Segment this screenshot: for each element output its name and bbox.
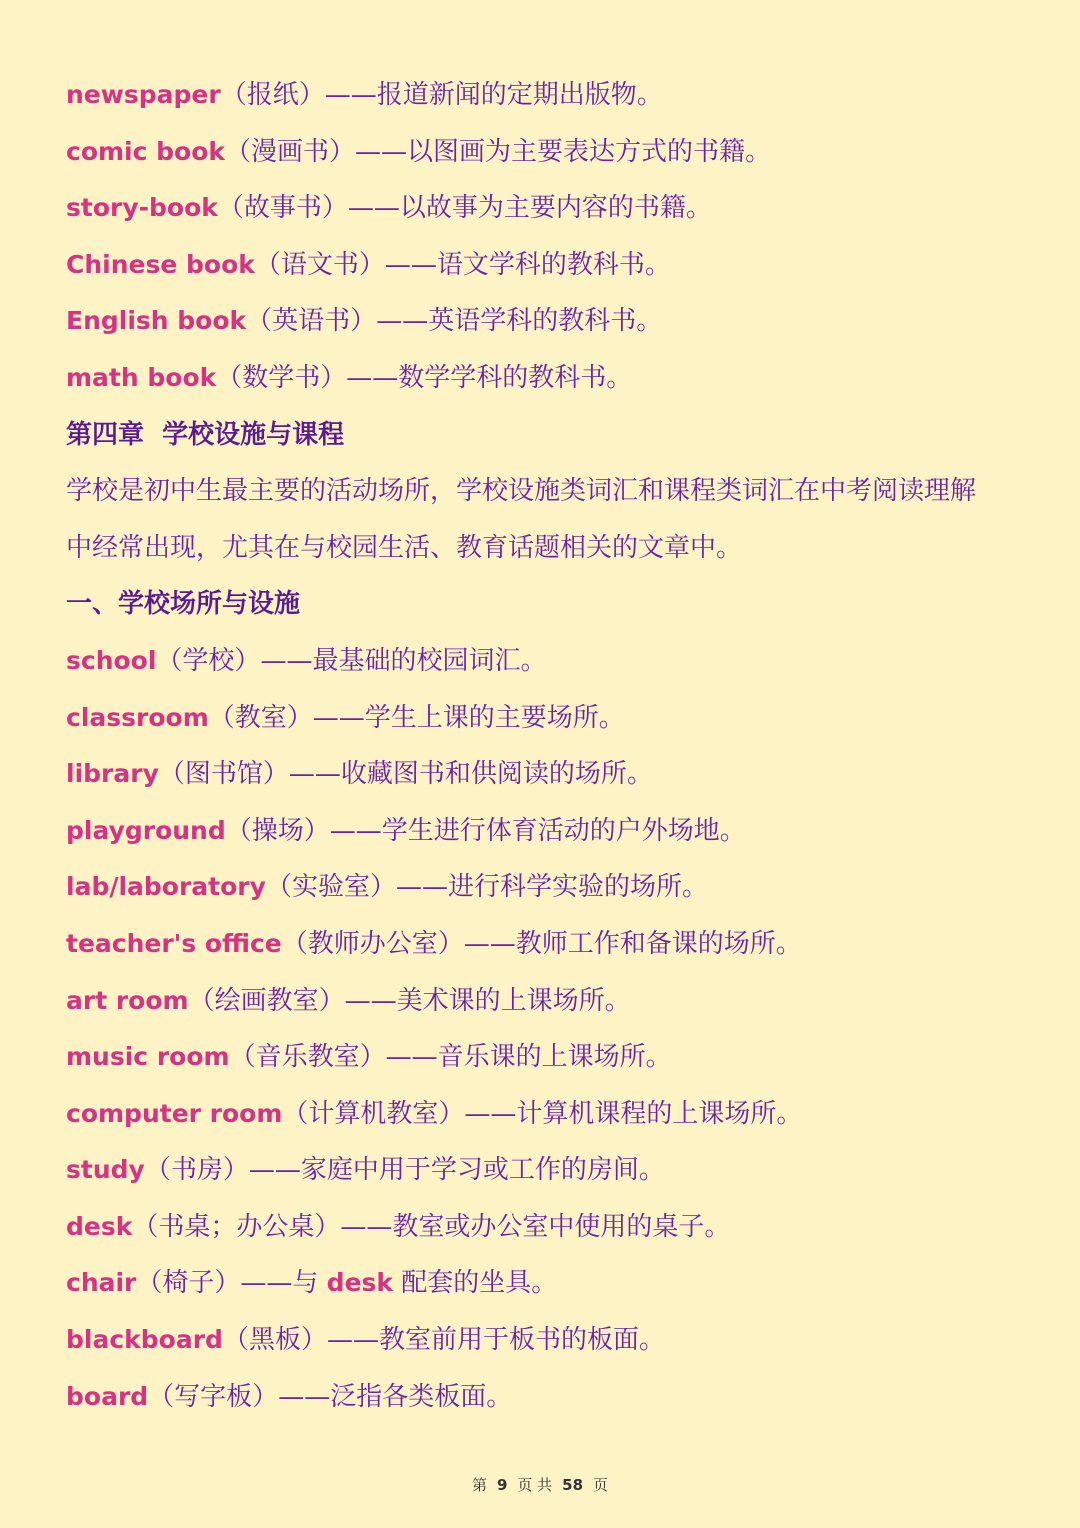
chapter-title: 第四章 学校设施与课程 [66,419,345,450]
vocab-translation: （教室） [208,702,313,733]
vocab-term: classroom [66,702,209,732]
vocab-translation: （教师办公室） [281,928,464,959]
vocab-entry [66,1319,1026,1376]
vocab-term: teacher's office [66,928,282,958]
vocab-definition: ——学生进行体育活动的户外场地。 [329,815,746,846]
vocab-translation: （书桌；办公桌） [132,1211,341,1242]
vocab-entry [66,640,1026,697]
vocab-term: computer room [66,1098,283,1128]
vocab-definition: ——收藏图书和供阅读的场所。 [288,759,653,790]
vocab-translation: （故事书） [217,193,348,224]
vocab-entry [66,244,1026,301]
current-page-number: 9 [496,1476,508,1494]
vocab-term: chair [66,1268,137,1298]
vocab-translation: （音乐教室） [229,1042,386,1073]
vocab-entry [66,810,1026,867]
vocab-term: math book [66,362,217,392]
vocab-definition: ——报道新闻的定期出版物。 [324,80,663,110]
vocab-entry [66,1376,1026,1433]
vocab-definition: ——学生上课的主要场所。 [312,702,625,733]
vocab-translation: （书房） [144,1155,249,1186]
vocab-definition: ——进行科学实验的场所。 [395,872,708,903]
vocab-definition: ——以故事为主要内容的书籍。 [347,193,712,224]
vocab-definition: ——泛指各类板面。 [278,1381,513,1412]
vocab-entry [66,300,1026,357]
vocab-definition: 配套的坐具。 [393,1268,558,1299]
vocab-translation: （报纸） [220,80,325,110]
vocab-term: playground [66,815,226,845]
vocab-term: board [66,1381,149,1411]
vocab-definition: ——以图画为主要表达方式的书籍。 [355,136,772,167]
vocab-translation: （数学书） [216,362,347,393]
document-page [66,74,1026,1432]
vocab-term: school [66,645,157,675]
vocab-term: art room [66,985,189,1015]
vocab-definition: ——计算机课程的上课场所。 [464,1098,803,1129]
vocab-term: comic book [66,136,226,166]
vocab-term: lab/laboratory [66,872,266,902]
vocab-translation: （英语书） [246,306,377,337]
footer-text: 页 [593,1476,609,1494]
vocab-translation: （操场） [225,815,330,846]
vocab-inline-term: desk [326,1268,394,1298]
vocab-entry [66,357,1026,414]
vocab-translation: （黑板） [222,1325,327,1356]
vocab-entry [66,1262,1026,1319]
vocab-entry [66,1206,1026,1263]
vocab-translation: （计算机教室） [282,1098,465,1129]
vocab-entry [66,753,1026,810]
vocab-translation: （实验室） [265,872,396,903]
vocab-entry [66,131,1026,188]
vocab-definition: ——家庭中用于学习或工作的房间。 [248,1155,665,1186]
vocab-entry [66,74,1026,131]
vocab-translation: （椅子） [136,1268,241,1299]
vocab-entry [66,866,1026,923]
vocab-definition: ——语文学科的教科书。 [384,249,671,280]
vocab-term: library [66,759,159,789]
vocab-definition: ——数学学科的教科书。 [346,362,633,393]
page-footer [0,1474,1080,1495]
vocab-entry [66,1036,1026,1093]
vocab-term: story-book [66,193,218,223]
vocab-translation: （写字板） [148,1381,279,1412]
vocab-entry [66,980,1026,1037]
vocab-definition: ——音乐课的上课场所。 [385,1042,672,1073]
vocab-list-bottom [66,640,1026,1432]
vocab-term: Chinese book [66,249,255,279]
vocab-term: study [66,1155,145,1185]
vocab-entry [66,1093,1026,1150]
total-page-count: 58 [562,1476,584,1494]
footer-text: 页 共 [517,1476,553,1494]
vocab-definition: ——教室或办公室中使用的桌子。 [340,1211,731,1242]
intro-paragraph-line: 中经常出现，尤其在与校园生活、教育话题相关的文章中。 [66,532,743,563]
vocab-translation: （绘画教室） [188,985,345,1016]
vocab-translation: （漫画书） [225,136,356,167]
vocab-term: newspaper [66,80,221,109]
vocab-definition: ——美术课的上课场所。 [344,985,631,1016]
vocab-definition: ——英语学科的教科书。 [376,306,663,337]
vocab-definition: ——与 [240,1268,327,1299]
vocab-translation: （语文书） [254,249,385,280]
vocab-term: blackboard [66,1325,223,1355]
vocab-entry [66,1149,1026,1206]
vocab-translation: （图书馆） [158,759,289,790]
vocab-translation: （学校） [156,645,261,676]
vocab-list-top [66,74,1026,414]
footer-text: 第 [471,1476,487,1494]
vocab-entry [66,187,1026,244]
vocab-definition: ——教室前用于板书的板面。 [326,1325,665,1356]
section-title: 一、学校场所与设施 [66,589,301,620]
vocab-definition: ——最基础的校园词汇。 [260,645,547,676]
intro-paragraph-line: 学校是初中生最主要的活动场所，学校设施类词汇和课程类词汇在中考阅读理解 [66,476,977,507]
vocab-entry [66,923,1026,980]
vocab-entry [66,697,1026,754]
vocab-term: English book [66,306,247,336]
vocab-term: music room [66,1042,230,1072]
vocab-term: desk [66,1211,133,1241]
vocab-definition: ——教师工作和备课的场所。 [463,928,802,959]
